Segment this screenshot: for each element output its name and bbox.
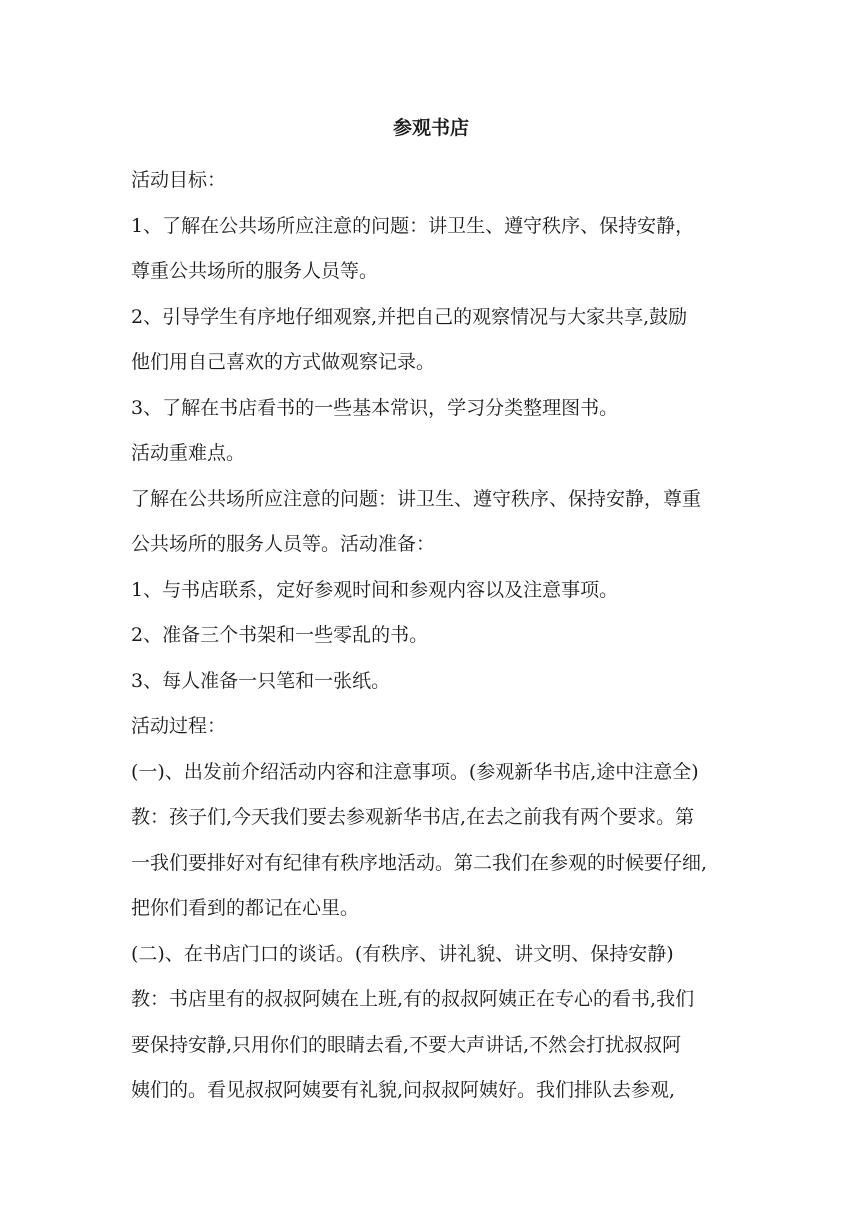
text-line: 把你们看到的都记在心里。 bbox=[131, 897, 360, 919]
text-line: (二)、在书店门口的谈话。(有秩序、讲礼貌、讲文明、保持安静) bbox=[131, 942, 674, 965]
line-list bbox=[131, 158, 731, 1114]
text-line: 1、与书店联系，定好参观时间和参观内容以及注意事项。 bbox=[131, 578, 619, 601]
document-title: 参观书店 bbox=[392, 117, 469, 139]
text-line: 3、每人准备一只笔和一张纸。 bbox=[131, 669, 391, 692]
text-line: 教：书店里有的叔叔阿姨在上班,有的叔叔阿姨正在专心的看书,我们 bbox=[131, 988, 695, 1010]
text-line: 教：孩子们,今天我们要去参观新华书店,在去之前我有两个要求。第 bbox=[131, 806, 695, 828]
text-line: 2、引导学生有序地仔细观察,并把自己的观察情况与大家共享,鼓励 bbox=[131, 305, 688, 328]
text-line: 活动目标： bbox=[131, 169, 227, 191]
text-line: (一)、出发前介绍活动内容和注意事项。(参观新华书店,途中注意全) bbox=[131, 760, 699, 783]
text-line: 他们用自己喜欢的方式做观察记录。 bbox=[131, 351, 436, 373]
text-line: 公共场所的服务人员等。活动准备： bbox=[131, 533, 436, 555]
text-line: 1、了解在公共场所应注意的问题：讲卫生、遵守秩序、保持安静， bbox=[131, 214, 695, 237]
text-line: 了解在公共场所应注意的问题：讲卫生、遵守秩序、保持安静，尊重 bbox=[131, 487, 702, 510]
text-line: 尊重公共场所的服务人员等。 bbox=[131, 260, 379, 282]
document-body bbox=[131, 112, 731, 1114]
text-line: 活动重难点。 bbox=[131, 442, 246, 464]
text-line: 3、了解在书店看书的一些基本常识，学习分类整理图书。 bbox=[131, 396, 619, 419]
text-line: 要保持安静,只用你们的眼睛去看,不要大声讲话,不然会打扰叔叔阿 bbox=[131, 1033, 682, 1056]
text-line: 一我们要排好对有纪律有秩序地活动。第二我们在参观的时候要仔细, bbox=[131, 851, 708, 874]
text-line: 活动过程： bbox=[131, 715, 227, 737]
text-line: 2、准备三个书架和一些零乱的书。 bbox=[131, 624, 429, 646]
text-line: 姨们的。看见叔叔阿姨要有礼貌,问叔叔阿姨好。我们排队去参观, bbox=[131, 1079, 676, 1101]
